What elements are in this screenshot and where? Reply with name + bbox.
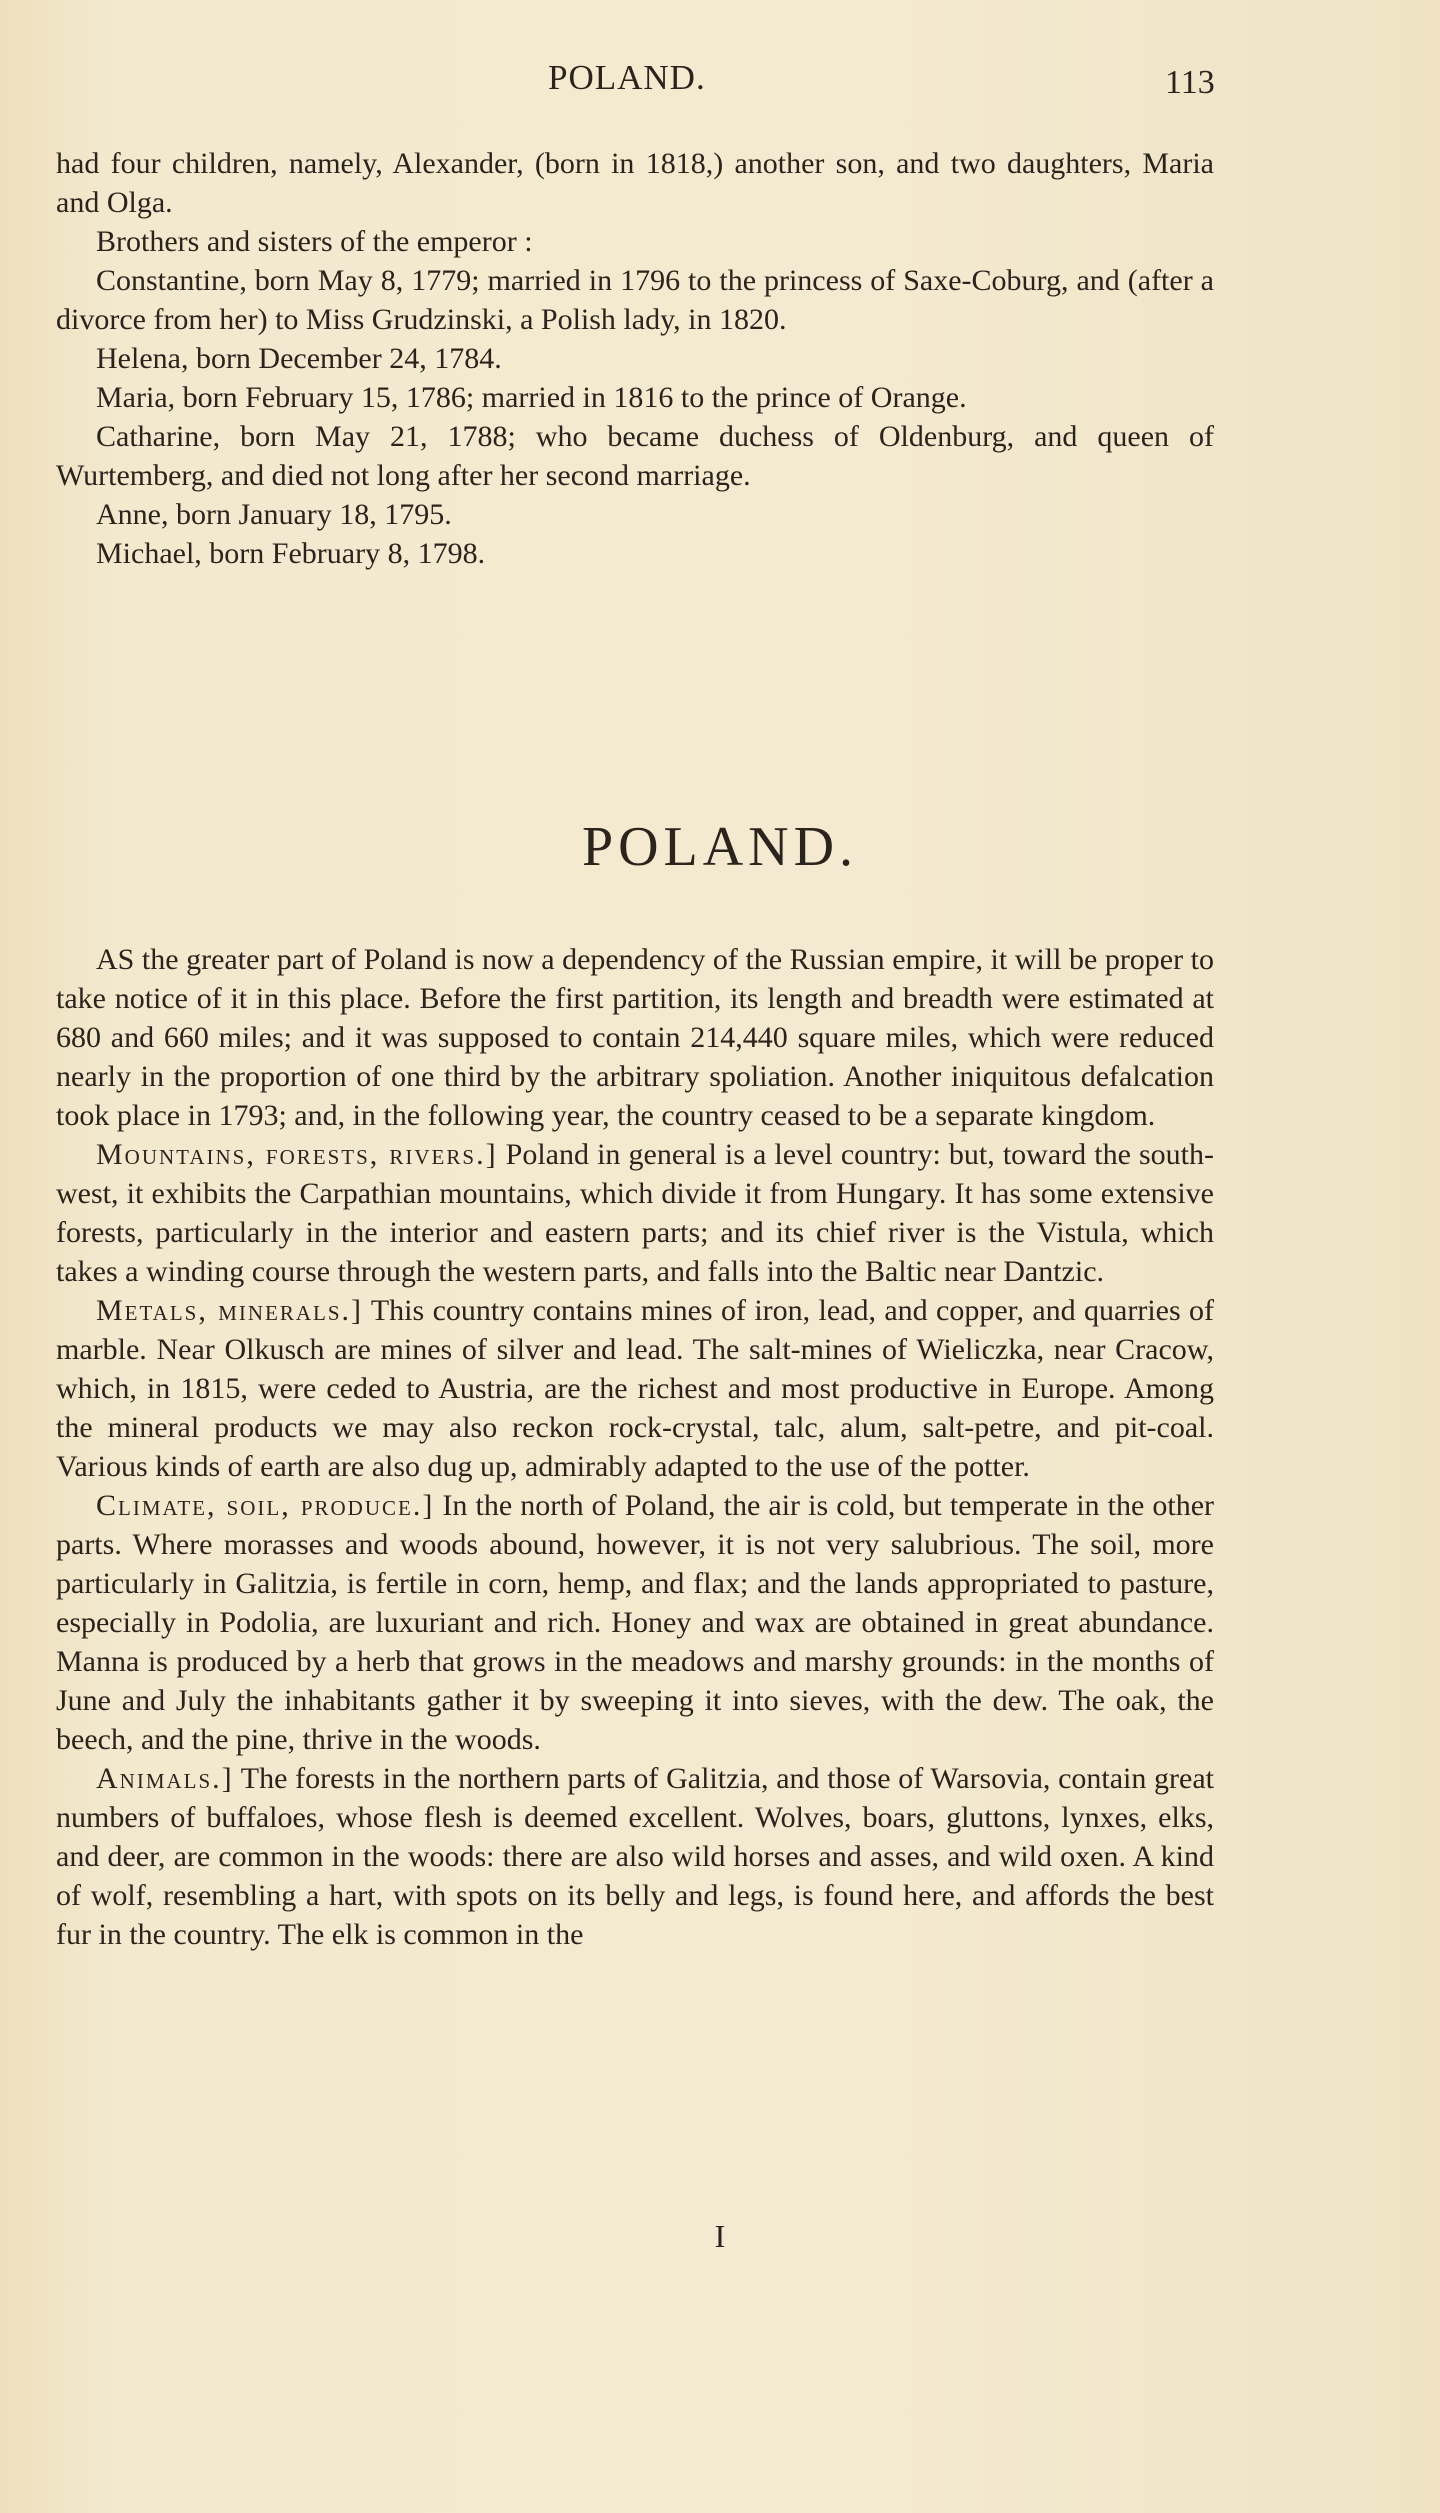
section-heading: Animals.] bbox=[96, 1762, 234, 1795]
page-number: 113 bbox=[1165, 64, 1215, 101]
mountains-paragraph bbox=[56, 1135, 1214, 1291]
page-header bbox=[0, 58, 1440, 108]
intro-paragraph: AS the greater part of Poland is now a dependency of the Russian empire, it will be proper to take notice of it in this place. Before the first partition, its length and breadth were estimated at 680 and 660 miles; and it was supposed to contain 214,440 square miles, which were reduced nearly in the proportion of one third by the arbitrary spoliation. Another iniquitous defalcation took place in 1793; and, in the following year, the country ceased to be a separate kingdom. bbox=[56, 943, 1214, 1132]
running-head: POLAND. bbox=[548, 58, 706, 97]
section-title: POLAND. bbox=[581, 816, 859, 878]
animals-paragraph bbox=[56, 1759, 1214, 1954]
sibling-entry: Michael, born February 8, 1798. bbox=[96, 537, 486, 570]
family-list bbox=[56, 144, 1214, 573]
section-text: In the north of Poland, the air is cold, but temperate in the other parts. Where morasses and woods abound, however, it is not very salubrious. The soil, more particularly in Galitzia, is fertile in corn, hemp, and flax; and the lands appropriated to pasture, especially in Podolia, are luxuriant and rich. Honey and wax are obtained in great abundance. Manna is produced by a herb that grows in the meadows and marshy grounds: in the months of June and July the inhabitants gather it by sweeping it into sieves, with the dew. The oak, the beech, and the pine, thrive in the woods. bbox=[56, 1489, 1214, 1756]
siblings-heading: Brothers and sisters of the emperor : bbox=[96, 225, 533, 258]
sibling-entry: Anne, born January 18, 1795. bbox=[96, 498, 452, 531]
climate-paragraph bbox=[56, 1486, 1214, 1759]
section-heading: Mountains, forests, rivers.] bbox=[96, 1138, 498, 1171]
sibling-entry: Maria, born February 15, 1786; married in 1816 to the prince of Orange. bbox=[96, 381, 967, 414]
section-text: Poland in general is a level country: but, toward the south-west, it exhibits the Carpathian mountains, which divide it from Hungary. It has some extensive forests, particularly in the interior and eastern parts; and its chief river is the Vistula, which takes a winding course through the western parts, and falls into the Baltic near Dantzic. bbox=[56, 1138, 1214, 1288]
section-text: The forests in the northern parts of Galitzia, and those of Warsovia, contain great numbers of buffaloes, whose flesh is deemed excellent. Wolves, boars, gluttons, lynxes, elks, and deer, are common in the woods: there are also wild horses and asses, and wild oxen. A kind of wolf, resembling a hart, with spots on its belly and legs, is found here, and affords the best fur in the country. The elk is common in the bbox=[56, 1762, 1214, 1951]
sibling-entry: Constantine, born May 8, 1779; married in 1796 to the princess of Saxe-Coburg, and (after a divorce from her) to Miss Grudzinski, a Polish lady, in 1820. bbox=[56, 264, 1214, 336]
poland-body bbox=[56, 940, 1214, 1954]
section-heading: Climate, soil, produce.] bbox=[96, 1489, 435, 1522]
sibling-entry: Helena, born December 24, 1784. bbox=[96, 342, 502, 375]
family-intro: had four children, namely, Alexander, (born in 1818,) another son, and two daughters, Maria and Olga. bbox=[56, 147, 1214, 219]
section-text: This country contains mines of iron, lead, and copper, and quarries of marble. Near Olkusch are mines of silver and lead. The salt-mines of Wieliczka, near Cracow, which, in 1815, were ceded to Austria, are the richest and most productive in Europe. Among the mineral products we may also reckon rock-crystal, talc, alum, salt-petre, and pit-coal. Various kinds of earth are also dug up, admirably adapted to the use of the potter. bbox=[56, 1294, 1215, 1483]
metals-paragraph bbox=[56, 1291, 1214, 1486]
section-heading: Metals, minerals.] bbox=[96, 1294, 364, 1327]
sibling-entry: Catharine, born May 21, 1788; who became duchess of Oldenburg, and queen of Wurtemberg, and died not long after her second marriage. bbox=[56, 420, 1214, 492]
signature-mark: I bbox=[714, 2218, 726, 2254]
